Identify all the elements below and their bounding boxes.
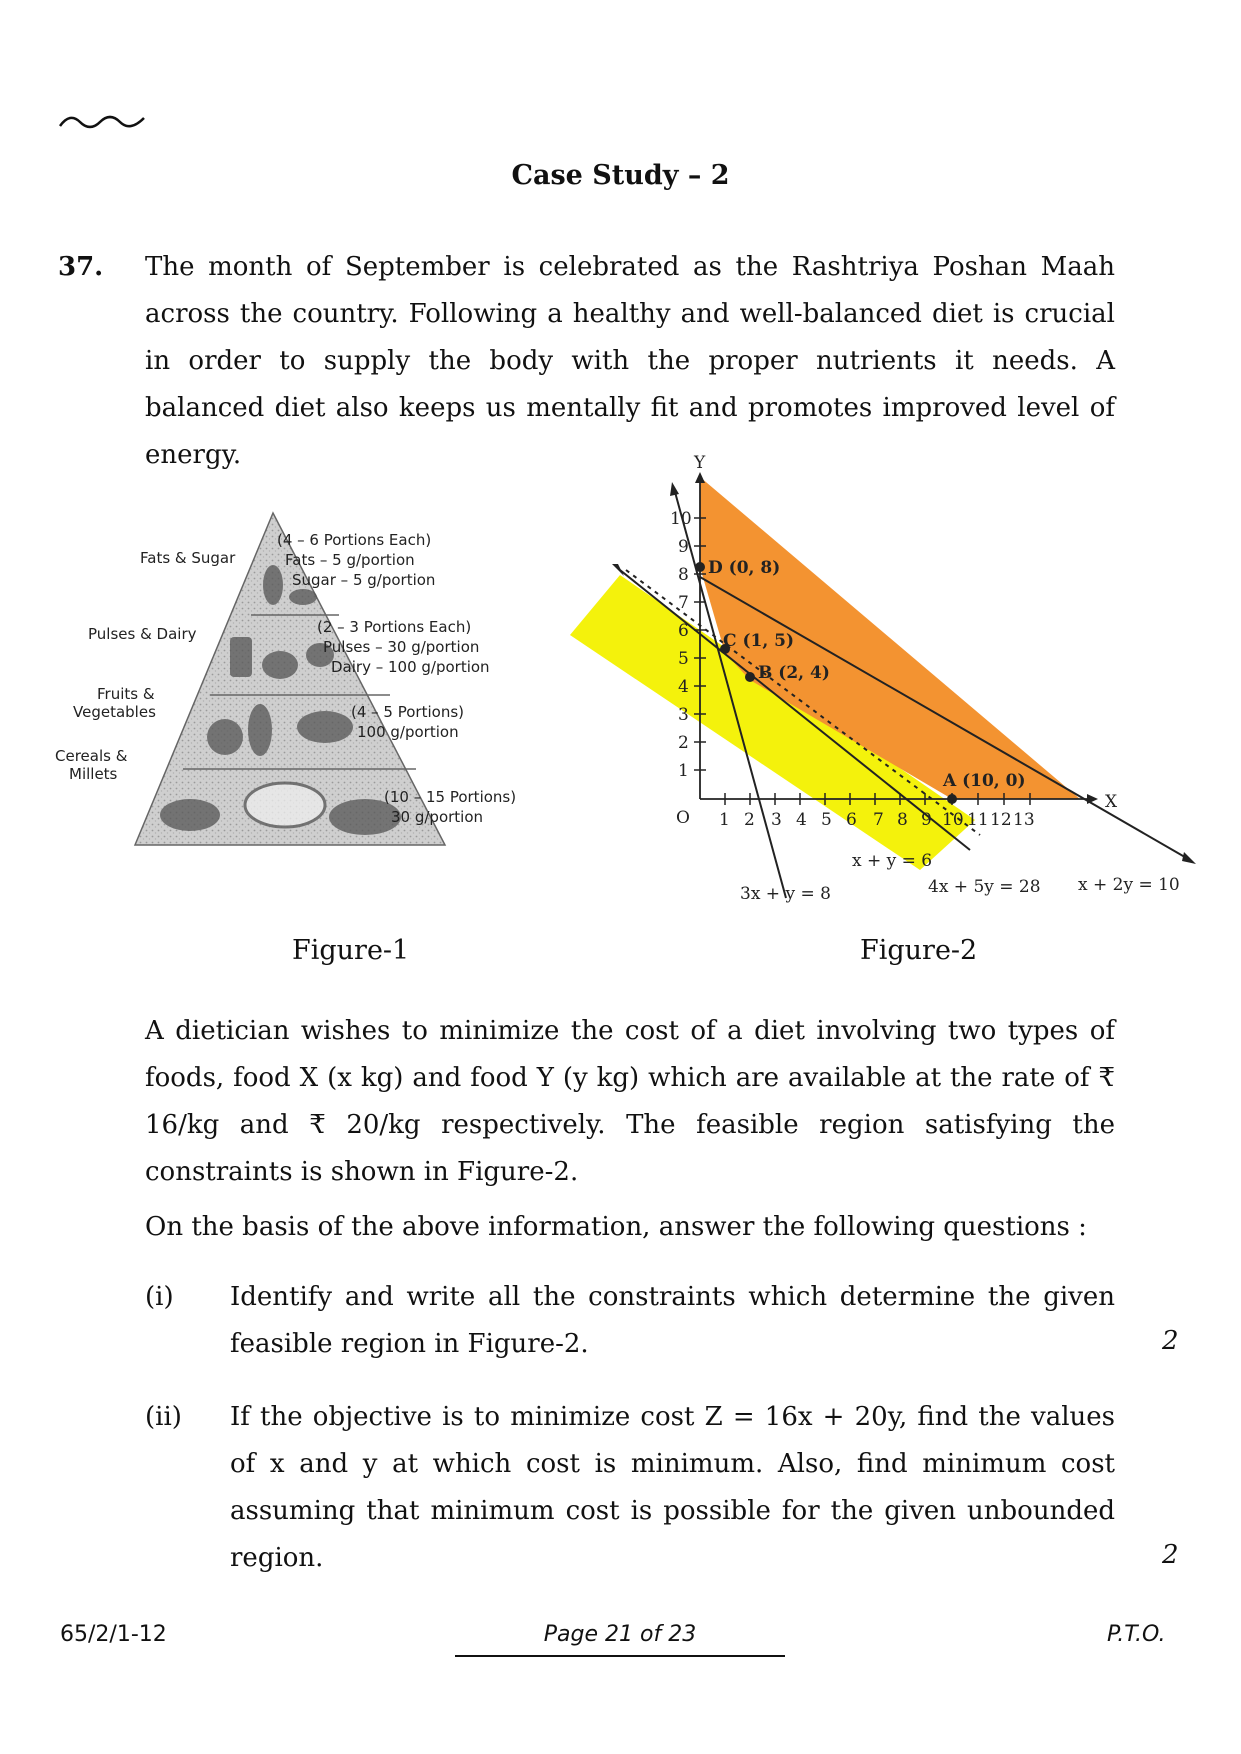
line-label-3x-y-8: 3x + y = 8 <box>740 884 831 904</box>
figure2-caption: Figure-2 <box>860 935 978 966</box>
x-tick-label: 11 <box>967 810 989 830</box>
x-tick-label: 10 <box>942 810 964 830</box>
line-3x-y-8-arrow-top-icon <box>670 482 679 496</box>
y-tick-label: 3 <box>678 705 689 725</box>
point-d <box>695 562 705 572</box>
x-tick-label: 2 <box>744 810 755 830</box>
x-tick-label: 12 <box>990 810 1012 830</box>
tier-info-fruits-1: (4 – 5 Portions) <box>351 703 464 721</box>
tier-info-pulses-1: (2 – 3 Portions Each) <box>317 618 472 636</box>
x-tick-label: 5 <box>821 810 832 830</box>
tier-info-pulses-2: Pulses – 30 g/portion <box>323 638 480 656</box>
question-number: 37. <box>58 252 104 282</box>
figure1-caption: Figure-1 <box>292 935 410 966</box>
tier-info-fats-3: Sugar – 5 g/portion <box>292 571 436 589</box>
tier-info-cereals-1: (10 – 15 Portions) <box>384 788 517 806</box>
lpp-graph-figure <box>560 450 1200 920</box>
tier-name-pulses-dairy: Pulses & Dairy <box>88 625 197 643</box>
x-tick-label: 7 <box>873 810 884 830</box>
question-intro: The month of September is celebrated as the Rashtriya Poshan Maah across the country. Following a healthy and well-balanced diet is crucial in order to supply the body with the proper nutrients it needs. A balanced diet also keeps us mentally fit and promotes improved level of energy. <box>145 252 1115 470</box>
section-title: Case Study – 2 <box>511 160 730 191</box>
question-lead-in: On the basis of the above information, answer the following questions : <box>145 1212 1087 1242</box>
y-tick-label: 8 <box>678 565 689 585</box>
part-ii-label: (ii) <box>145 1402 182 1432</box>
origin-label: O <box>676 808 690 828</box>
line-4x-5y-28-arrow-icon <box>612 564 624 576</box>
x-tick-label: 13 <box>1013 810 1035 830</box>
question-context: A dietician wishes to minimize the cost of a diet involving two types of foods, food X (x kg) and food Y (y kg) which are available at the rate of ₹ 16/kg and ₹ 20/kg respectively. The feasible region satisfying the constraints is shown in Figure-2. <box>145 1016 1115 1187</box>
y-tick-label: 10 <box>670 509 692 529</box>
y-tick-label: 5 <box>678 649 689 669</box>
tier-name-fruits-line1: Fruits & <box>97 685 155 703</box>
part-i-text: Identify and write all the constraints which determine the given feasible region in Figure-2. <box>230 1282 1115 1359</box>
point-d-label: D (0, 8) <box>708 558 781 578</box>
y-tick-label: 7 <box>678 593 689 613</box>
point-c-label: C (1, 5) <box>723 631 795 651</box>
x-tick-label: 9 <box>921 810 932 830</box>
x-tick-label: 1 <box>719 810 730 830</box>
line-x-2y-10-arrow-icon <box>1182 852 1196 864</box>
tier-name-fats-sugar: Fats & Sugar <box>140 549 236 567</box>
y-tick-label: 1 <box>678 761 689 781</box>
tier-info-fruits-2: 100 g/portion <box>357 723 459 741</box>
line-label-x-2y-10: x + 2y = 10 <box>1078 875 1180 895</box>
tier-name-cereals-line2: Millets <box>69 765 118 783</box>
tier-name-fruits-line2: Vegetables <box>73 703 156 721</box>
y-tick-label: 4 <box>678 677 689 697</box>
pto-mark: P.T.O. <box>1107 1622 1166 1647</box>
line-label-4x-5y-28: 4x + 5y = 28 <box>928 877 1041 897</box>
tier-info-pulses-3: Dairy – 100 g/portion <box>331 658 490 676</box>
part-i-marks: 2 <box>1162 1326 1179 1356</box>
y-tick-label: 2 <box>678 733 689 753</box>
point-a-label: A (10, 0) <box>943 771 1026 791</box>
part-i-label: (i) <box>145 1282 174 1312</box>
y-axis-arrow-icon <box>695 472 705 483</box>
part-ii-marks: 2 <box>1162 1540 1179 1570</box>
x-tick-label: 3 <box>771 810 782 830</box>
food-pyramid-figure <box>55 505 575 855</box>
tier-name-cereals-line1: Cereals & <box>55 747 128 765</box>
part-ii-text: If the objective is to minimize cost Z = 16x + 20y, find the values of x and y at which cost is minimum. Also, find minimum cost assuming that minimum cost is possible for the given unbounded region. <box>230 1402 1115 1573</box>
point-a <box>947 794 957 804</box>
line-label-x-y-6: x + y = 6 <box>852 851 933 871</box>
x-tick-label: 6 <box>846 810 857 830</box>
paper-code: 65/2/1-12 <box>60 1622 167 1647</box>
x-tick-label: 4 <box>796 810 807 830</box>
y-axis-label: Y <box>694 453 706 473</box>
point-b <box>745 672 755 682</box>
x-axis-label: X <box>1105 792 1118 812</box>
wave-mark-icon <box>58 108 148 138</box>
tier-info-fats-2: Fats – 5 g/portion <box>285 551 415 569</box>
tier-info-fats-1: (4 – 6 Portions Each) <box>277 531 432 549</box>
x-tick-label: 8 <box>897 810 908 830</box>
page-number: Page 21 of 23 <box>455 1622 785 1657</box>
tier-info-cereals-2: 30 g/portion <box>391 808 484 826</box>
point-b-label: B (2, 4) <box>758 663 830 683</box>
y-tick-label: 6 <box>678 621 689 641</box>
y-tick-label: 9 <box>678 537 689 557</box>
